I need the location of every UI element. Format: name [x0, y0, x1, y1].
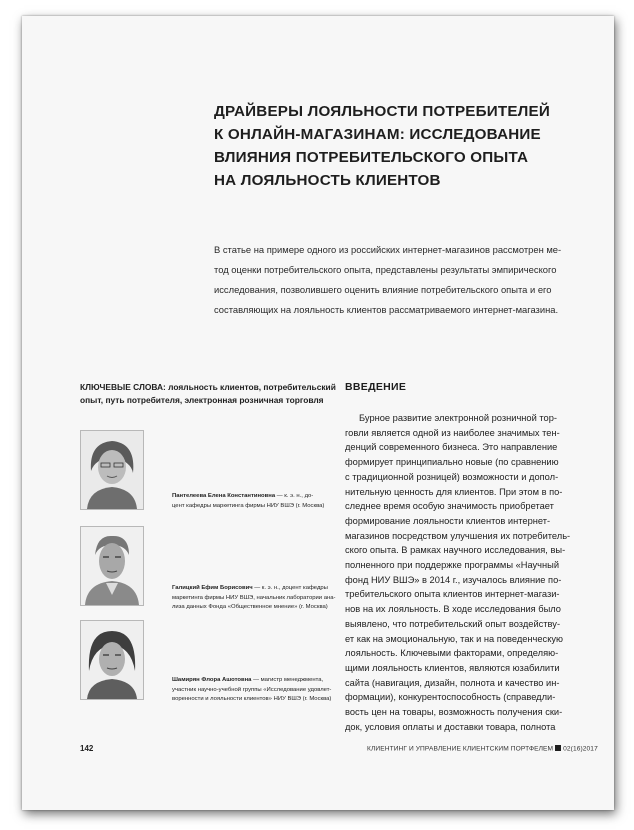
- body-line: док, условия оплаты и доставки товара, полнота: [345, 721, 556, 732]
- abstract-line: тод оценки потребительского опыта, представлены результаты эмпирического: [214, 264, 557, 275]
- page-number: 142: [80, 744, 94, 753]
- abstract-line: составляющих на лояльность клиентов рассматриваемого интернет-магазина.: [214, 304, 559, 315]
- journal-name: КЛИЕНТИНГ И УПРАВЛЕНИЕ КЛИЕНТСКИМ ПОРТФЕЛЕМ: [367, 745, 554, 753]
- body-line: полненного при поддержке программы «Научный: [345, 560, 560, 571]
- author-photo-galitsky: [80, 526, 144, 606]
- author-name: Пантелеева Елена Константиновна: [172, 493, 276, 499]
- author-bio-text: цент кафедры маркетинга фирмы НИУ ВШЭ (г. Москва): [172, 502, 325, 509]
- section-heading: ВВЕДЕНИЕ: [345, 381, 407, 393]
- title-line: ВЛИЯНИЯ ПОТРЕБИТЕЛЬСКОГО ОПЫТА: [214, 149, 529, 166]
- article-title: [214, 100, 594, 192]
- body-line: нов на их лояльность. В ходе исследования было: [345, 604, 561, 615]
- journal-page: [22, 16, 614, 810]
- article-abstract: [214, 240, 594, 320]
- body-line: выявлено, что потребительский опыт воздейству-: [345, 618, 561, 629]
- body-line: формирование лояльности клиентов интернет-: [345, 515, 551, 526]
- body-line: сайта (навигация, дизайн, полнота и качество ин-: [345, 677, 560, 688]
- body-line: требительского опыта клиентов интернет-магази-: [345, 589, 560, 600]
- body-line: ет как на эмоциональную, так и на поведенческую: [345, 633, 564, 644]
- body-line: денций современного бизнеса. Это направление: [345, 442, 558, 453]
- body-line: формирует принципиально новые (по сравнению: [345, 457, 559, 468]
- portrait-icon: [81, 431, 143, 509]
- body-line: говли является одной из наиболее значимых тен-: [345, 427, 560, 438]
- author-bio-panteleeva: [172, 492, 342, 511]
- author-bio-text: воренности и лояльности клиентов» НИУ ВШЭ (г. Москва): [172, 696, 332, 703]
- body-line: щими лояльность клиентов, являются юзабилити: [345, 662, 560, 673]
- portrait-icon: [81, 527, 143, 605]
- body-line: магазинов посредством улучшения их потребитель-: [345, 530, 571, 541]
- body-line: вость цен на товары, возможность получения ски-: [345, 707, 563, 718]
- author-bio-shamiryan: [172, 676, 342, 705]
- intro-body: [345, 411, 595, 734]
- keywords: [80, 381, 340, 407]
- author-bio-text: — к. э. н., до-: [275, 493, 314, 499]
- author-bio-text: участник научно-учебной группы «Исследование удовлет-: [172, 686, 332, 693]
- body-line: нительную ценность для клиентов. При этом в по-: [345, 486, 563, 497]
- author-photo-shamiryan: [80, 620, 144, 700]
- body-line: формации), конкурентоспособность (справедли-: [345, 692, 556, 703]
- body-line: ского опыта. В рамках научного исследования, вы-: [345, 545, 566, 556]
- body-line: с традиционной розницей) возможности и допол-: [345, 471, 559, 482]
- keywords-line: КЛЮЧЕВЫЕ СЛОВА: лояльность клиентов, потребительский: [80, 382, 336, 392]
- title-line: НА ЛОЯЛЬНОСТЬ КЛИЕНТОВ: [214, 172, 441, 189]
- author-bio-text: — к. э. н., доцент кафедры: [252, 585, 328, 591]
- body-line: фонд НИУ ВШЭ» в 2014 г., изучалось влияние по-: [345, 574, 562, 585]
- author-bio-galitsky: [172, 584, 342, 613]
- square-bullet-icon: [555, 745, 561, 751]
- author-bio-text: лиза данных Фонда «Общественное мнение» (г. Москва): [172, 604, 328, 611]
- body-line: лояльность. Ключевыми факторами, определяю-: [345, 648, 559, 659]
- abstract-line: В статье на примере одного из российских интернет-магазинов рассмотрен ме-: [214, 244, 562, 255]
- portrait-icon: [81, 621, 143, 699]
- keywords-line: опыт, путь потребителя, электронная розничная торговля: [80, 395, 324, 405]
- author-bio-text: — магистр менеджмента,: [251, 677, 324, 683]
- running-footer: [367, 745, 598, 753]
- issue-number: 02(16)2017: [563, 745, 598, 753]
- author-bio-text: маркетинга фирмы НИУ ВШЭ, начальник лаборатории ана-: [172, 594, 336, 601]
- title-line: К ОНЛАЙН-МАГАЗИНАМ: ИССЛЕДОВАНИЕ: [214, 126, 541, 143]
- abstract-line: исследования, позволившего оценить влияние потребительского опыта и его: [214, 284, 552, 295]
- author-photo-panteleeva: [80, 430, 144, 510]
- body-line: следнее время особую значимость приобретает: [345, 501, 554, 512]
- body-line: Бурное развитие электронной розничной тор-: [359, 413, 557, 423]
- title-line: ДРАЙВЕРЫ ЛОЯЛЬНОСТИ ПОТРЕБИТЕЛЕЙ: [214, 103, 550, 120]
- author-name: Шамирян Флора Ашотовна: [172, 677, 252, 683]
- author-name: Галицкий Ефим Борисович: [172, 585, 253, 591]
